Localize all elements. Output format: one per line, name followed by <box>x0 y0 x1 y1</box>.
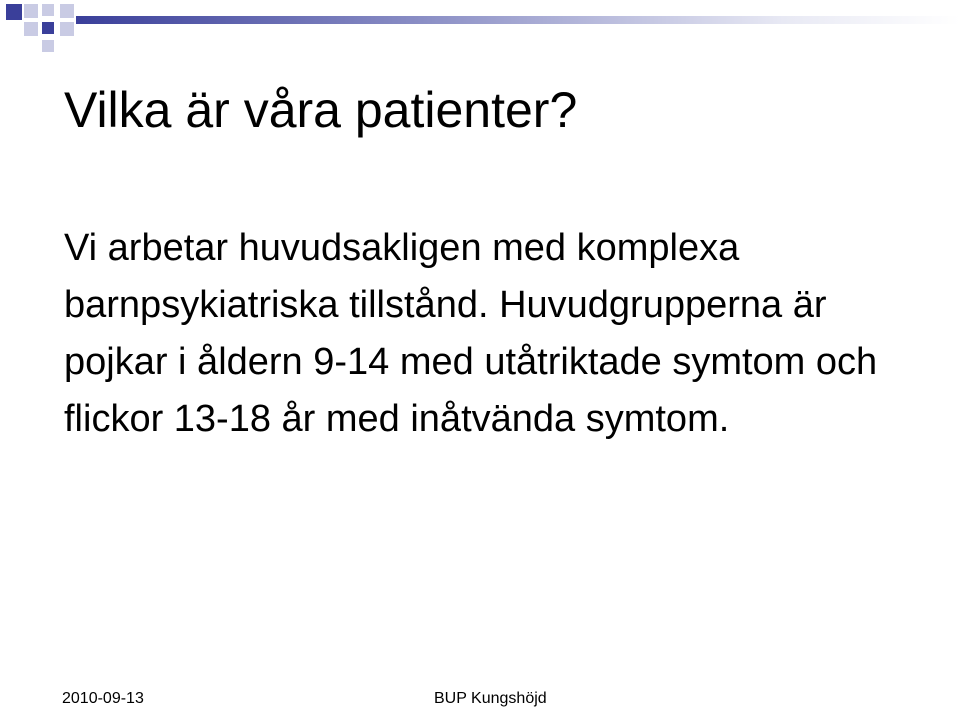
decor-square <box>42 40 54 52</box>
decor-square <box>24 22 38 36</box>
slide-title: Vilka är våra patienter? <box>64 82 578 138</box>
corner-decoration <box>0 0 960 60</box>
decor-square <box>60 4 74 18</box>
footer-organization: BUP Kungshöjd <box>434 690 547 707</box>
footer-date: 2010-09-13 <box>62 690 144 707</box>
decor-square <box>24 4 38 18</box>
decor-square <box>42 22 54 34</box>
decor-square <box>6 4 22 20</box>
decor-square <box>60 22 74 36</box>
header-gradient-bar <box>76 16 960 24</box>
decor-square <box>42 4 54 16</box>
slide-body-text: Vi arbetar huvudsakligen med komplexa barnpsykiatriska tillstånd. Huvudgrupperna är pojkar i åldern 9-14 med utåtriktade symtom och flickor 13-18 år med inåtvända symtom. <box>64 227 878 440</box>
